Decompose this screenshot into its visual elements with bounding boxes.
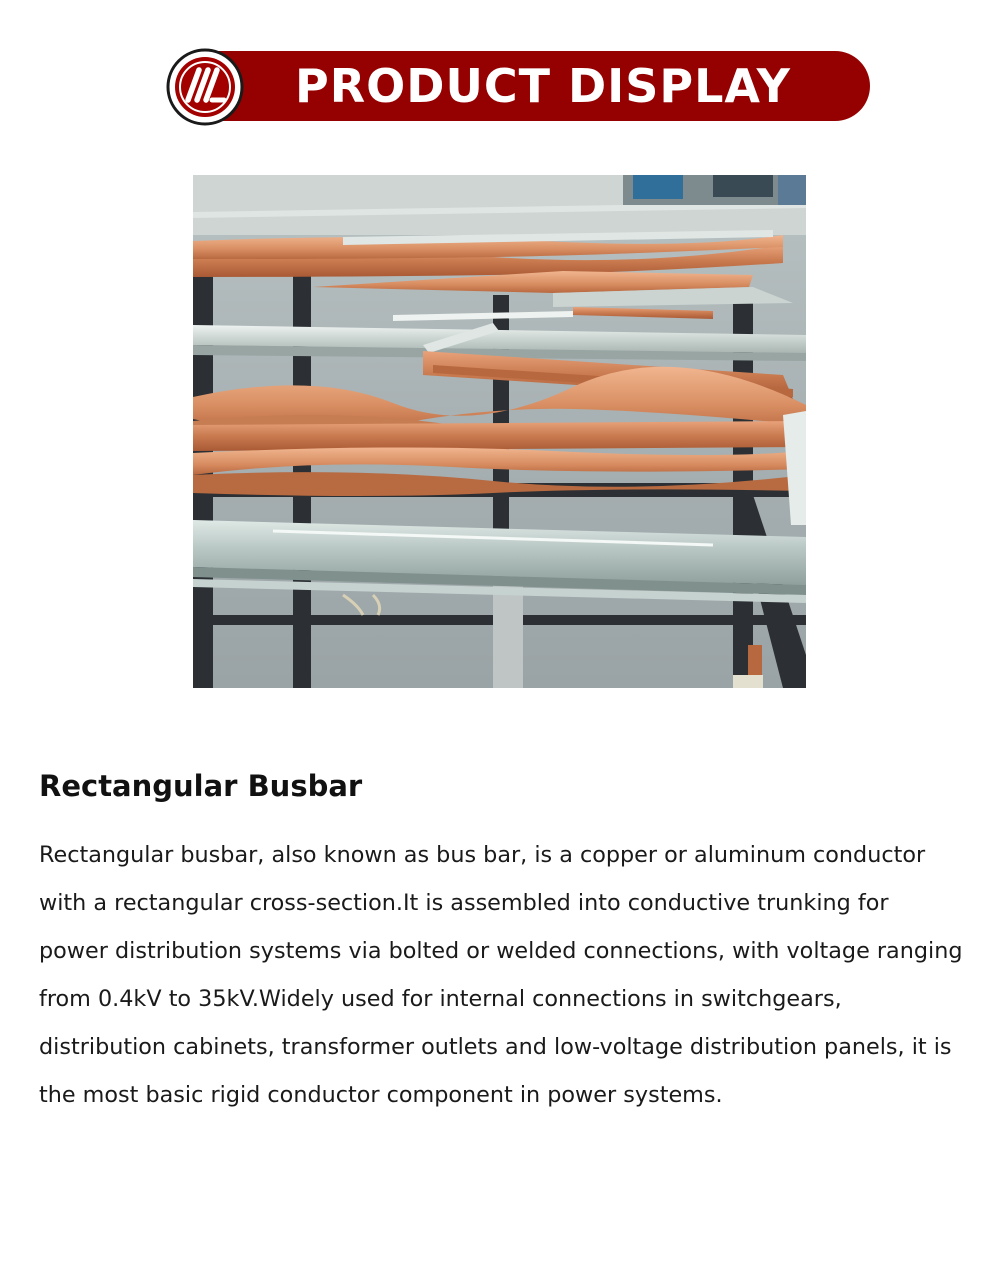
page-title: PRODUCT DISPLAY [295,59,791,113]
product-description: Rectangular busbar, also known as bus bar, is a copper or aluminum conductor with a rectangular cross-section.It is assembled into conductive trunking for power distribution systems via bolted or welded connections, with voltage ranging from 0.4kV to 35kV.Widely used for internal connections in switchgears, distribution cabinets, transformer outlets and low-voltage distribution panels, it is the most basic rigid conductor component in power systems. [39,842,963,1108]
busbar-photo [193,175,806,688]
product-title: Rectangular Busbar [39,769,363,803]
section-banner [166,48,870,124]
company-logo-icon [166,48,244,126]
